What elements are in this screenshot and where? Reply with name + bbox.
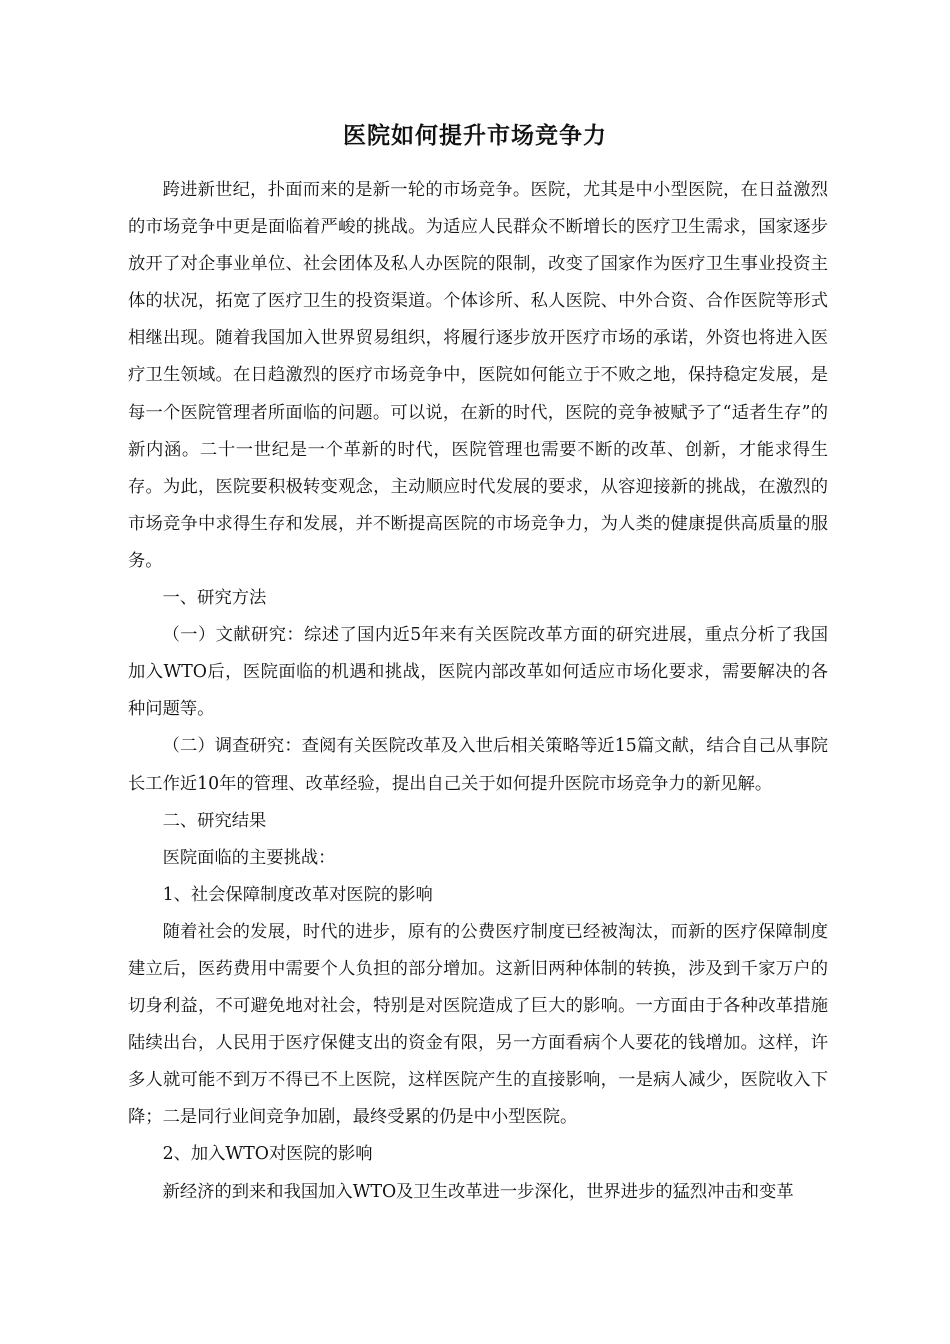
wto-paragraph: 新经济的到来和我国加入WTO及卫生改革进一步深化，世界进步的猛烈冲击和变革 [162,1181,794,1202]
challenges-heading: 医院面临的主要挑战： [162,847,336,868]
social-security-paragraph: 随着社会的发展，时代的进步，原有的公费医疗制度已经被淘汰，而新的医疗保障制度建立后，医药费用中需要个人负担的部分增加。这新旧两种体制的转换，涉及到千家万户的切身利益，不可避免地对社会，特别是对医院造成了巨大的影响。一方面由于各种改革措施陆续出台，人民用于医疗保健支出的资金有限，另一方面看病个人要花的钱增加。这样，许多人就可能不到万不得已不上医院，这样医院产生的直接影响，一是病人减少，医院收入下降；二是同行业间竞争加剧，最终受累的仍是中小型医院。 [128,921,828,1128]
subheading-wto: 2、加入WTO对医院的影响 [162,1144,373,1165]
document-title: 医院如何提升市场竞争力 [343,122,607,149]
subheading-social-security: 1、社会保障制度改革对医院的影响 [162,884,433,905]
literature-research-paragraph: （一）文献研究：综述了国内近5年来有关医院改革方面的研究进展，重点分析了我国加入WTO后，医院面临的机遇和挑战，医院内部改革如何适应市场化要求，需要解决的各种问题等。 [128,625,828,720]
intro-paragraph: 跨进新世纪，扑面而来的是新一轮的市场竞争。医院，尤其是中小型医院，在日益激烈的市场竞争中更是面临着严峻的挑战。为适应人民群众不断增长的医疗卫生需求，国家逐步放开了对企事业单位、社会团体及私人办医院的限制，改变了国家作为医疗卫生事业投资主体的状况，拓宽了医疗卫生的投资渠道。个体诊所、私人医院、中外合资、合作医院等形式相继出现。随着我国加入世界贸易组织，将履行逐步放开医疗市场的承诺，外资也将进入医疗卫生领域。在日趋激烈的医疗市场竞争中，医院如何能立于不败之地，保持稳定发展，是每一个医院管理者所面临的问题。可以说，在新的时代，医院的竞争被赋予了“适者生存”的新内涵。二十一世纪是一个革新的时代，医院管理也需要不断的改革、创新，才能求得生存。为此，医院要积极转变观念，主动顺应时代发展的要求，从容迎接新的挑战，在激烈的市场竞争中求得生存和发展，并不断提高医院的市场竞争力，为人类的健康提供高质量的服务。 [128,180,828,571]
section-heading-results: 二、研究结果 [162,810,267,831]
document-body [128,172,828,1211]
section-heading-methods: 一、研究方法 [162,588,267,609]
survey-research-paragraph: （二）调查研究：查阅有关医院改革及入世后相关策略等近15篇文献，结合自己从事院长工作近10年的管理、改革经验，提出自己关于如何提升医院市场竞争力的新见解。 [128,736,828,794]
